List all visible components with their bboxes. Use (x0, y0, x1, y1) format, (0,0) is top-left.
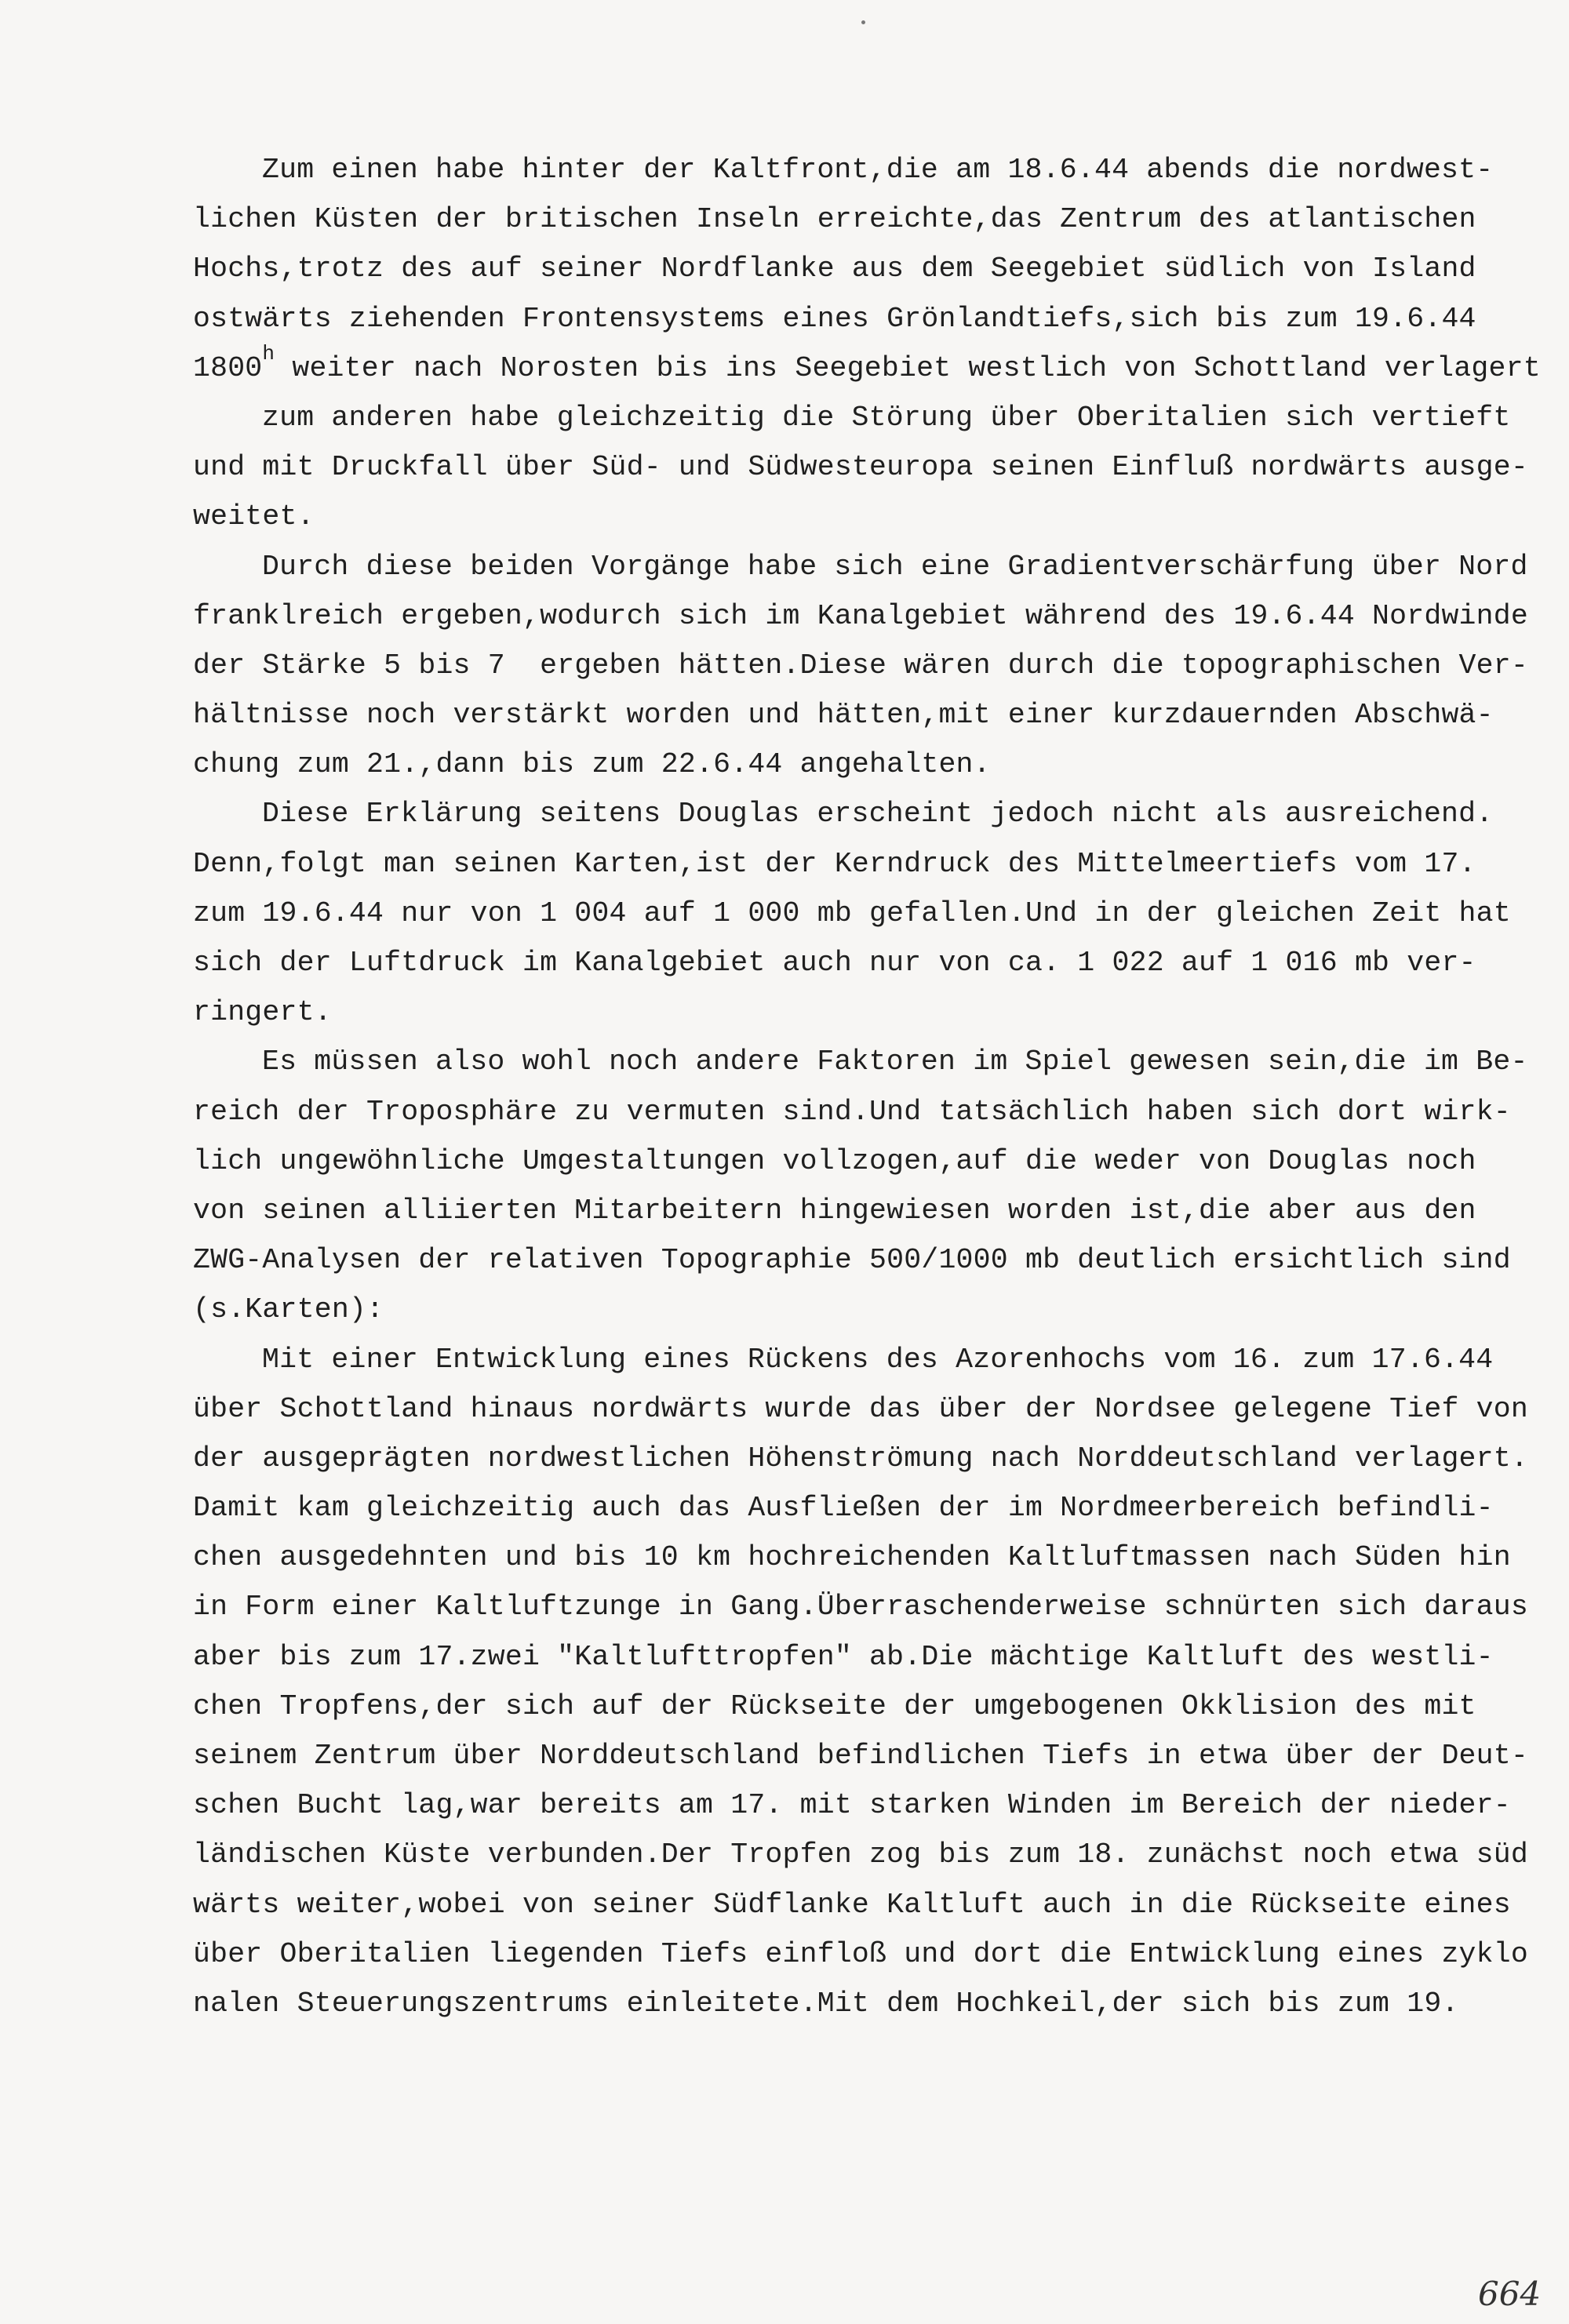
text-line: wärts weiter,wobei von seiner Südflanke Kaltluft auch in die Rückseite eines (193, 1888, 1511, 1921)
text-line: zum 19.6.44 nur von 1 004 auf 1 000 mb gefallen.Und in der gleichen Zeit hat (193, 897, 1511, 929)
text-line: zum anderen habe gleichzeitig die Störung über Oberitalien sich vertieft (262, 401, 1511, 434)
text-line: weitet. (193, 500, 315, 533)
text-line: reich der Troposphäre zu vermuten sind.Und tatsächlich haben sich dort wirk- (193, 1095, 1511, 1128)
text-line: (s.Karten): (193, 1293, 384, 1326)
text-line: in Form einer Kaltluftzunge in Gang.Überraschenderweise schnürten sich daraus (193, 1591, 1528, 1624)
body-text (193, 145, 1541, 2078)
page-number: 664 (1478, 2275, 1542, 2313)
text-line: Diese Erklärung seitens Douglas erscheint jedoch nicht als ausreichend. (262, 798, 1494, 831)
text-line: chen ausgedehnten und bis 10 km hochreichenden Kaltluftmassen nach Süden hin (193, 1541, 1511, 1574)
text-line (193, 2028, 1495, 2078)
text-line: der ausgeprägten nordwestlichen Höhenströmung nach Norddeutschland verlagert. (193, 1442, 1528, 1475)
text-line: 1800$^h$ weiter nach Norosten bis ins Seegebiet westlich von Schottland verlagert (193, 341, 1541, 384)
text-line: lich ungewöhnliche Umgestaltungen vollzogen,auf die weder von Douglas noch (193, 1144, 1476, 1177)
text-line: chung zum 21.,dann bis zum 22.6.44 angehalten. (193, 748, 991, 781)
text-line: Es müssen also wohl noch andere Faktoren im Spiel gewesen sein,die im Be- (262, 1046, 1528, 1078)
text-line: der Stärke 5 bis 7 ergeben hätten.Diese wären durch die topographischen Ver- (193, 649, 1528, 682)
text-line: aber bis zum 17.zwei "Kaltlufttropfen" ab.Die mächtige Kaltluft des westli- (193, 1640, 1494, 1673)
text-line: über Oberitalien liegenden Tiefs einfloß und dort die Entwicklung eines zyklo (193, 1937, 1528, 1970)
text-line: ZWG-Analysen der relativen Topographie 500/1000 mb deutlich ersichtlich sind (193, 1244, 1511, 1277)
text-line: Hochs,trotz des auf seiner Nordflanke aus dem Seegebiet südlich von Island (193, 253, 1476, 285)
text-line: ostwärts ziehenden Frontensystems eines Grönlandtiefs,sich bis zum 19.6.44 (193, 302, 1476, 335)
text-line: lichen Küsten der britischen Inseln erreichte,das Zentrum des atlantischen (193, 203, 1476, 236)
text-line: Denn,folgt man seinen Karten,ist der Kerndruck des Mittelmeertiefs vom 17. (193, 847, 1476, 880)
superscript-h: h (262, 341, 275, 366)
text-line: chen Tropfens,der sich auf der Rückseite der umgebogenen Okklision des mit (193, 1689, 1476, 1722)
text-line: schen Bucht lag,war bereits am 17. mit starken Winden im Bereich der nieder- (193, 1789, 1511, 1822)
text-line: nalen Steuerungszentrums einleitete.Mit dem Hochkeil,der sich bis zum 19. (193, 1987, 1459, 2020)
text-line: Durch diese beiden Vorgänge habe sich eine Gradientverschärfung über Nord (262, 550, 1528, 583)
text-line: hältnisse noch verstärkt worden und hätten,mit einer kurzdauernden Abschwä- (193, 699, 1494, 732)
text-line: ländischen Küste verbunden.Der Tropfen zog bis zum 18. zunächst noch etwa süd (193, 1838, 1528, 1871)
text-line: und mit Druckfall über Süd- und Südwesteuropa seinen Einfluß nordwärts ausge- (193, 451, 1528, 484)
text-line: von seinen alliierten Mitarbeitern hingewiesen worden ist,die aber aus den (193, 1194, 1476, 1227)
text-line: Damit kam gleichzeitig auch das Ausfließen der im Nordmeerbereich befindli- (193, 1492, 1494, 1525)
text-line: franklreich ergeben,wodurch sich im Kanalgebiet während des 19.6.44 Nordwinde (193, 599, 1528, 632)
text-line: ringert. (193, 996, 332, 1029)
text-line: über Schottland hinaus nordwärts wurde das über der Nordsee gelegene Tief von (193, 1392, 1528, 1425)
text-line: Zum einen habe hinter der Kaltfront,die am 18.6.44 abends die nordwest- (262, 154, 1494, 186)
text-line: sich der Luftdruck im Kanalgebiet auch nur von ca. 1 022 auf 1 016 mb ver- (193, 947, 1476, 979)
text-line: Mit einer Entwicklung eines Rückens des Azorenhochs vom 16. zum 17.6.44 (262, 1343, 1494, 1376)
text-line: seinem Zentrum über Norddeutschland befindlichen Tiefs in etwa über der Deut- (193, 1740, 1528, 1772)
punch-dot (861, 20, 865, 24)
